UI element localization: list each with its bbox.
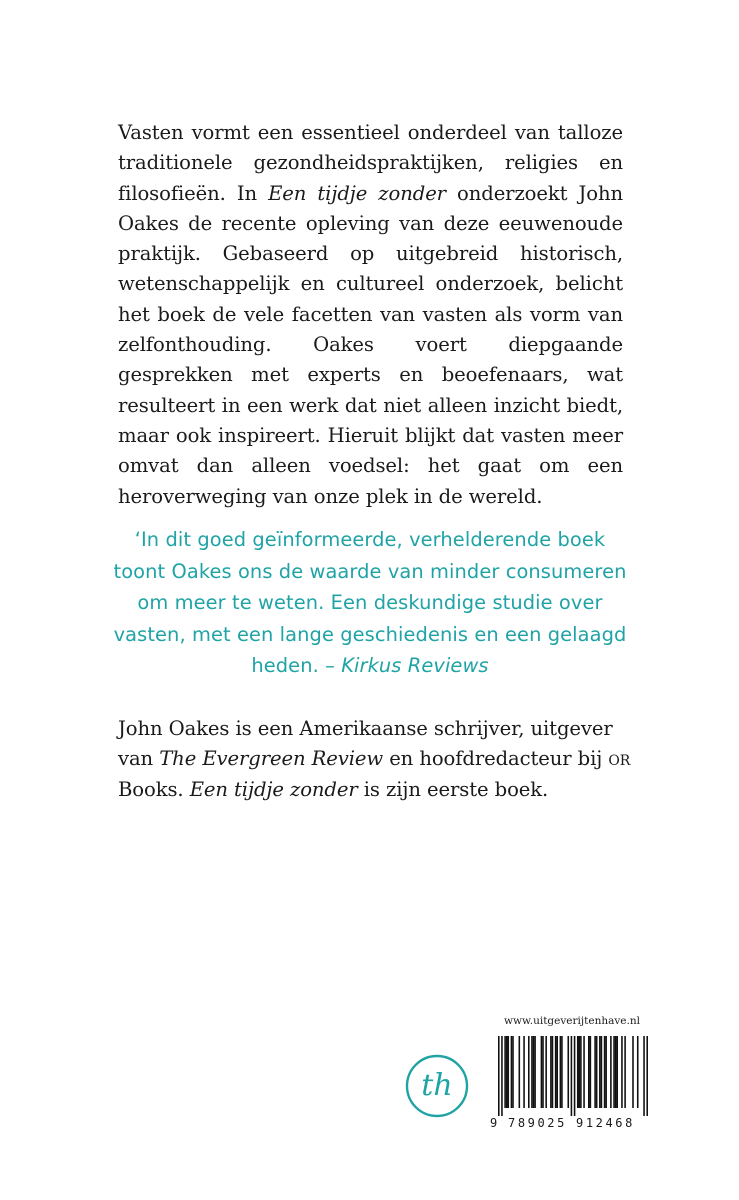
- barcode-bar: [621, 1036, 623, 1108]
- barcode-bar: [643, 1036, 645, 1116]
- barcode-bar: [601, 1036, 603, 1108]
- author-bio: [118, 714, 633, 805]
- bio-publisher-smallcaps: or: [608, 747, 631, 771]
- barcode-bar: [616, 1036, 618, 1108]
- bio-magazine-title: The Evergreen Review: [159, 747, 384, 771]
- bio-book-title: Een tijdje zonder: [189, 777, 358, 801]
- barcode-bar: [580, 1036, 582, 1108]
- barcode-bar: [511, 1036, 513, 1108]
- barcode-bar: [533, 1036, 535, 1108]
- barcode-bar: [632, 1036, 634, 1108]
- publisher-logo: [404, 1053, 470, 1119]
- back-cover-blurb: [118, 118, 623, 512]
- bio-text-1: John Oakes is een Amerikaanse schrijver, uitgever van: [118, 717, 613, 771]
- isbn-barcode: [498, 1036, 648, 1116]
- barcode-bar: [599, 1036, 601, 1108]
- isbn-group-2: 912468: [576, 1116, 635, 1130]
- blurb-text-1: Vasten vormt een essentieel onderdeel van talloze traditionele gezondheidspraktijken, religies en filosofieën. In: [118, 121, 623, 205]
- barcode-bar: [594, 1036, 596, 1108]
- review-quote: [110, 524, 630, 682]
- barcode-bar: [541, 1036, 543, 1108]
- barcode-bar: [542, 1036, 544, 1108]
- bio-text-2: en hoofdredacteur bij: [383, 747, 609, 771]
- barcode-block: [490, 1015, 650, 1135]
- barcode-bar: [574, 1036, 576, 1116]
- quote-text: ‘In dit goed geïnformeerde, verhelderende boek toont Oakes ons de waarde van minder consumeren om meer te weten. Een deskundige studie over vasten, met een lange geschiedenis en een gelaagd heden. –: [113, 528, 627, 677]
- barcode-bar: [583, 1036, 585, 1108]
- barcode-bar: [577, 1036, 579, 1108]
- barcode-bar: [560, 1036, 562, 1108]
- quote-source: Kirkus Reviews: [341, 654, 489, 677]
- barcode-bar: [545, 1036, 547, 1108]
- barcode-bar: [498, 1036, 500, 1116]
- barcode-bar: [552, 1036, 554, 1108]
- barcode-bar: [605, 1036, 607, 1108]
- barcode-bar: [507, 1036, 509, 1108]
- barcode-bar: [615, 1036, 617, 1108]
- barcode-bar: [646, 1036, 648, 1116]
- blurb-text-2: onderzoekt John Oakes de recente opleving van deze eeuwenoude praktijk. Gebaseerd op uitgebreid historisch, wetenschappelijk en cultureel onderzoek, belicht het boek de vele facetten van vasten als vorm van zelfonthouding. Oakes voert diepgaande gesprekken met experts en beoefenaars, wat resulteert in een werk dat niet alleen inzicht biedt, maar ook inspireert. Hieruit blijkt dat vasten meer omvat dan alleen voedsel: het gaat om een heroverweging van onze plek in de wereld.: [118, 181, 623, 508]
- publisher-website: www.uitgeverijtenhave.nl: [504, 1015, 640, 1027]
- barcode-bar: [506, 1036, 508, 1108]
- barcode-bar: [504, 1036, 506, 1108]
- bio-text-4: is zijn eerste boek.: [357, 777, 549, 801]
- barcode-bar: [519, 1036, 521, 1108]
- barcode-bar: [610, 1036, 612, 1108]
- barcode-bar: [567, 1036, 569, 1108]
- barcode-bar: [604, 1036, 606, 1108]
- barcode-bar: [596, 1036, 598, 1108]
- isbn-lead-digit: 9: [490, 1116, 498, 1130]
- barcode-bar: [512, 1036, 514, 1108]
- blurb-book-title: Een tijdje zonder: [268, 181, 446, 205]
- barcode-bar: [590, 1036, 592, 1108]
- barcode-bar: [523, 1036, 525, 1108]
- logo-letters: th: [421, 1068, 453, 1103]
- barcode-bar: [571, 1036, 573, 1116]
- barcode-bar: [637, 1036, 639, 1108]
- barcode-bar: [579, 1036, 581, 1108]
- barcode-bar: [613, 1036, 615, 1108]
- barcode-bar: [556, 1036, 558, 1108]
- bio-text-3: Books.: [118, 777, 190, 801]
- barcode-bar: [550, 1036, 552, 1108]
- barcode-bar: [624, 1036, 626, 1108]
- barcode-bar: [528, 1036, 530, 1108]
- barcode-bar: [555, 1036, 557, 1108]
- isbn-group-1: 789025: [508, 1116, 567, 1130]
- barcode-bar: [501, 1036, 503, 1116]
- barcode-bar: [561, 1036, 563, 1108]
- barcode-bar: [588, 1036, 590, 1108]
- barcode-bar: [534, 1036, 536, 1108]
- barcode-bar: [531, 1036, 533, 1108]
